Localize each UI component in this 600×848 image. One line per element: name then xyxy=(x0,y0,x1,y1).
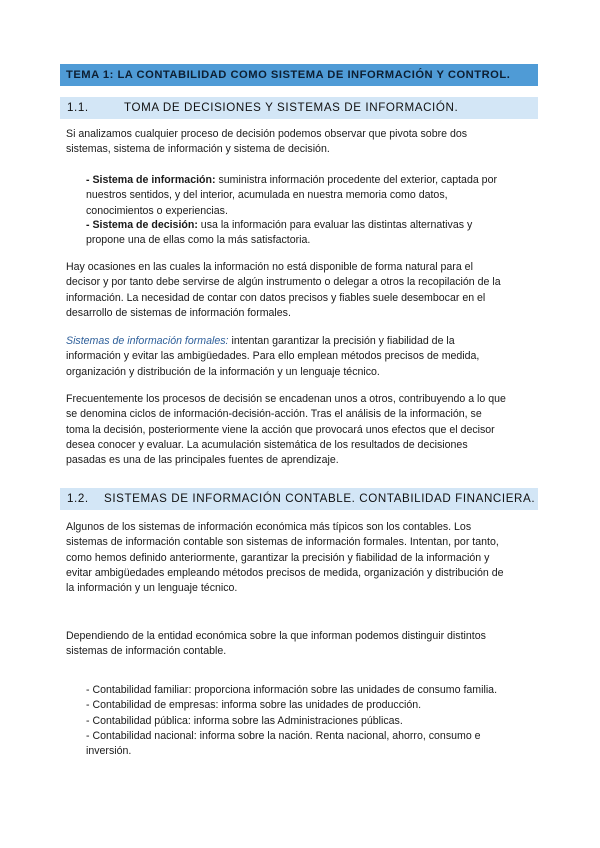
text-line: Frecuentemente los procesos de decisión se encadenan unos a otros, contribuyendo a lo que xyxy=(66,393,506,405)
formal-systems-term: Sistemas de información formales: xyxy=(66,335,229,347)
text-line: información y evitar las ambigüedades. Para ello emplean métodos precisos de medida, xyxy=(66,350,480,363)
section-2-heading: SISTEMAS DE INFORMACIÓN CONTABLE. CONTABILIDAD FINANCIERA. xyxy=(104,492,536,505)
text-line: desarrollo de sistemas de información formales. xyxy=(66,306,291,319)
text-line: información. La necesidad de contar con datos precisos y fiables suele desembocar en el xyxy=(66,291,486,304)
list-item: - Contabilidad de empresas: informa sobre las unidades de producción. xyxy=(86,699,422,712)
text-line: usa la información para evaluar las distintas alternativas y xyxy=(197,219,473,231)
list-item: inversión. xyxy=(86,745,132,758)
text-line: decisor y por tanto debe servirse de algún instrumento o delegar a otros la recopilación de la xyxy=(66,276,501,289)
section-1-header xyxy=(60,97,538,119)
text-line: nuestros sentidos, y del interior, acumulada en nuestra memoria como datos, xyxy=(86,189,448,202)
text-line: conocimientos o experiencias. xyxy=(86,204,228,217)
text-line: pasadas es una de las principales fuentes de aprendizaje. xyxy=(66,454,339,467)
text-line: Dependiendo de la entidad económica sobre la que informan podemos distinguir distintos xyxy=(66,630,486,642)
section-1-paragraph-2 xyxy=(66,260,536,321)
document-title-bar xyxy=(60,64,538,86)
text-line: sistemas de información contable son sistemas de información formales. Intentan, por tanto, xyxy=(66,536,499,549)
section-2-header xyxy=(60,488,538,510)
text-line: Hay ocasiones en las cuales la información no está disponible de forma natural para el xyxy=(66,261,473,273)
text-line: desea conocer y evaluar. La acumulación sistemática de los resultados de decisiones xyxy=(66,438,468,451)
section-2-paragraph-1 xyxy=(66,520,536,596)
section-2-paragraph-2 xyxy=(66,629,536,660)
accounting-types-list xyxy=(86,683,536,759)
text-line: toma la decisión, posteriormente viene la acción que provocará unos efectos que el decisor xyxy=(66,423,495,436)
section-2-number: 1.2. xyxy=(67,492,89,505)
section-1-number: 1.1. xyxy=(67,101,89,114)
text-line: la información y un lenguaje técnico. xyxy=(66,582,238,595)
text-line: evitar ambigüedades empleando métodos precisos de medida, organización y distribución de xyxy=(66,566,504,579)
text-line: Algunos de los sistemas de información económica más típicos son los contables. Los xyxy=(66,521,472,533)
section-1-intro xyxy=(66,127,536,158)
text-line: como hemos definido anteriormente, garantizar la precisión y fiabilidad de la información y xyxy=(66,551,490,564)
text-line: se denomina ciclos de información-decisión-acción. Tras el análisis de la información, se xyxy=(66,408,482,421)
list-item: - Contabilidad pública: informa sobre las Administraciones públicas. xyxy=(86,714,403,727)
text-line: organización y distribución de la información y un lenguaje técnico. xyxy=(66,365,380,378)
document-title: TEMA 1: LA CONTABILIDAD COMO SISTEMA DE INFORMACIÓN Y CONTROL. xyxy=(66,69,511,81)
definition-term: - Sistema de información: xyxy=(86,174,216,186)
section-1-heading: TOMA DE DECISIONES Y SISTEMAS DE INFORMACIÓN. xyxy=(124,101,459,114)
text-line: suministra información procedente del exterior, captada por xyxy=(215,174,497,186)
section-1-paragraph-4 xyxy=(66,392,536,468)
list-item: - Contabilidad nacional: informa sobre la nación. Renta nacional, ahorro, consumo e xyxy=(86,729,481,742)
text-line: Si analizamos cualquier proceso de decisión podemos observar que pivota sobre dos xyxy=(66,128,468,140)
list-item: - Contabilidad familiar: proporciona información sobre las unidades de consumo familia. xyxy=(86,684,498,696)
text-line: sistemas de información contable. xyxy=(66,645,227,658)
text-line: sistemas, sistema de información y sistema de decisión. xyxy=(66,143,330,156)
definition-decision-system xyxy=(86,218,536,249)
definition-information-system xyxy=(86,173,536,219)
text-line: propone una de ellas como la más satisfactoria. xyxy=(86,234,311,247)
definition-term: - Sistema de decisión: xyxy=(86,219,198,231)
section-1-paragraph-formal xyxy=(66,334,536,380)
text-line: intentan garantizar la precisión y fiabilidad de la xyxy=(228,335,455,347)
